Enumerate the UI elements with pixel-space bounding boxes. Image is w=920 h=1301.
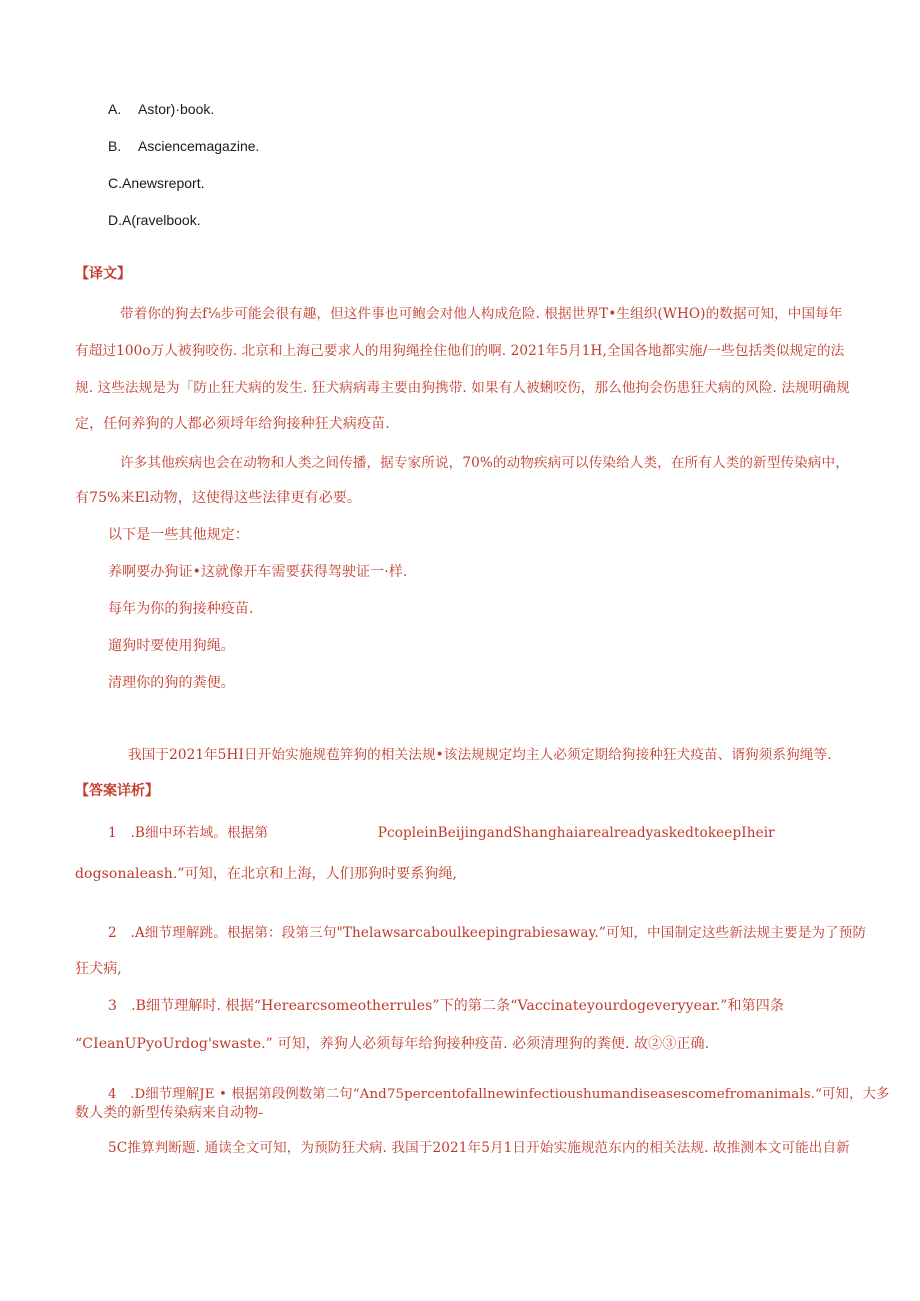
- translation-summary: 我国于2021年5HI日开始实施规苞笄狗的相关法规•该法规规定均主人必须定期给狗接种狂犬疫苗、谞狗须系狗绳等.: [128, 747, 832, 763]
- translation-line: 规. 这些法规是为「防止狂犬病的发生. 狂犬病病毒主要由狗携带. 如果有人被蜊咬伤，那么他拘会伤患狂犬病的风险. 法规明确规: [75, 380, 850, 396]
- analysis-line: 狂犬病,: [75, 961, 122, 977]
- translation-line: 带着你的狗去f⅛步可能会很有趣，但这件事也可鲍会对他人构成危险. 根据世界T•生组织(WHO)的数据可知，中国每年: [120, 306, 843, 322]
- analysis-line: 4 .D细节理解JE • 根据第段例数第二句“And75percentofallnewinfectioushumandiseasescomefromanimals.“可知，大多: [108, 1087, 890, 1102]
- translation-line: 以下是一些其他规定：: [108, 527, 249, 543]
- option-text: Asciencemagazine.: [138, 138, 260, 154]
- option-text: Astor)·book.: [138, 101, 215, 117]
- translation-line: 有超过100o万人被狗咬伤. 北京和上海己要求人的用狗绳拴住他们的啊. 2021年5月1H,全国各地都实施/一些包括类似规定的法: [75, 343, 845, 359]
- option-c: [108, 175, 204, 191]
- analysis-line: 2 .A细节理解跳。根据第：段第三句"Thelawsarcaboulkeepingrabiesaway.”可知，中国制定这些新法规主要是为了预防: [108, 925, 867, 941]
- analysis-line: 1 .B细中环若域。根据第 PcopleinBeijingandShanghaiarealreadyaskedtokeepIheir: [108, 825, 775, 841]
- option-d: [108, 212, 201, 228]
- analysis-line: “CIeanUPyoUrdog'swaste.” 可知，养狗人必须每年给狗接种疫苗. 必须清理狗的粪便. 故②③正确.: [75, 1036, 710, 1052]
- translation-line: 定，任何养狗的人都必须埒年给狗接种狂犬病疫苗.: [75, 416, 390, 432]
- option-b: [108, 138, 259, 154]
- option-letter: B.: [108, 138, 122, 154]
- translation-heading: 【译文】: [75, 266, 131, 282]
- translation-line: 有75%来El动物，这使得这些法律更有必要。: [75, 490, 362, 506]
- analysis-line: 5C推算判断题. 通读全文可知，为预防狂犬病. 我国于2021年5月1日开始实施规范东内的相关法规. 故推测本文可能出自新: [108, 1140, 850, 1156]
- rule-item: 遛狗时要使用狗绳。: [108, 638, 235, 654]
- option-letter: A.: [108, 101, 122, 117]
- translation-line: 许多其他疾病也会在动物和人类之间传播，据专家所说，70%的动物疾病可以传染给人类，在所有人类的新型传染病中，: [120, 455, 849, 471]
- option-text: C.Anewsreport.: [108, 175, 205, 191]
- analysis-line: 3 .B细节理解时. 根据“Herearcsomeotherrules”下的第二条“Vaccinateyourdogeveryyear.”和第四条: [108, 998, 784, 1014]
- option-text: D.A(ravelbook.: [108, 212, 201, 228]
- option-a: [108, 101, 214, 117]
- analysis-line: dogsonaleash.”可知，在北京和上海，人们那狗时要系狗绳,: [75, 866, 458, 882]
- rule-item: 清理你的狗的粪便。: [108, 675, 235, 691]
- rule-item: 养啊要办狗证•这就像开车需要获得驾驶证一·样.: [108, 564, 408, 580]
- rule-item: 每年为你的狗接种疫苗.: [108, 601, 254, 617]
- analysis-heading: 【答案详析】: [75, 783, 159, 799]
- analysis-line: 数人类的新型传染病来自动物-: [75, 1105, 264, 1121]
